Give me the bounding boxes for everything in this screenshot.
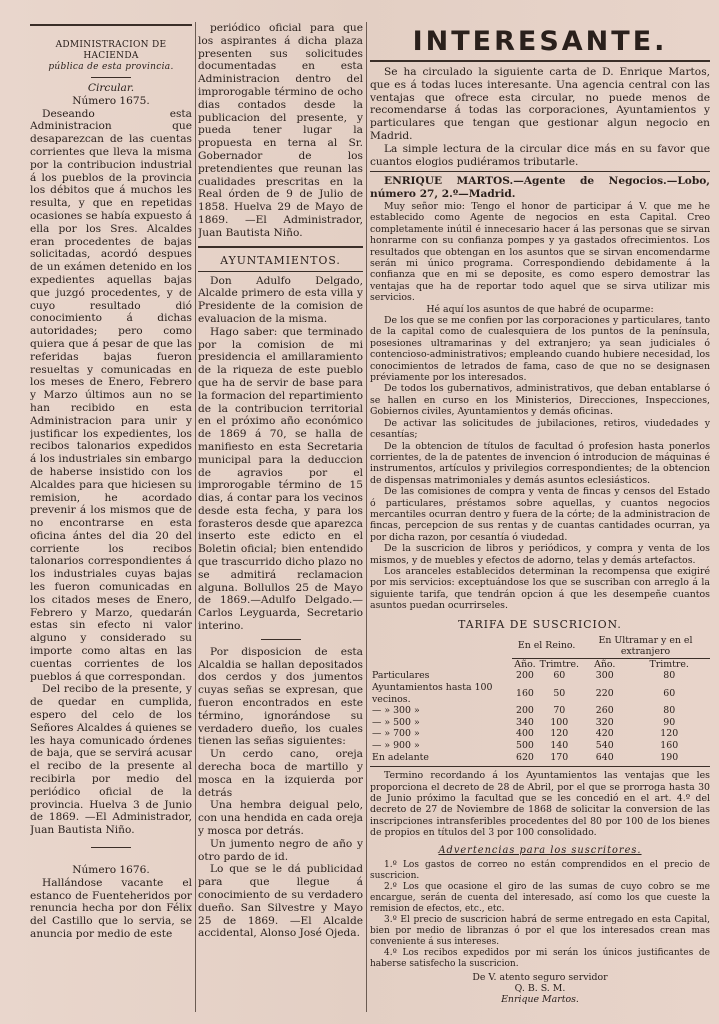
description-item: Un jumento negro de año y otro pardo de id. <box>198 837 363 863</box>
header-trimestre: Trimtre. <box>649 658 689 670</box>
closing-abbr: Q. B. S. M. <box>514 982 566 994</box>
letter-paragraph: Termino recordando á los Ayuntamientos las ventajas que les proporciona el decreto de 28 de Abril, por el que se prorroga hasta 30 de Junio próximo la facultad que se les concedió en el art. 4.º del decreto de 27 de Noviembre de 1868 de solicitar la conversion de las inscripciones intransferibles procedentes del 80 por 100 de los bienes de propios en títulos del 3 por 100 consolidado. <box>370 770 710 839</box>
divider <box>198 246 363 248</box>
cell-value: 70 <box>553 705 566 717</box>
table-row <box>370 705 710 717</box>
tariff-table <box>370 635 710 764</box>
signature: Enrique Martos. <box>501 994 579 1006</box>
cell-value: 50 <box>553 687 566 699</box>
advice-item: 1.º Los gastos de correo no están comprendidos en el precio de suscricion. <box>370 859 710 881</box>
cell-value: 140 <box>550 739 569 751</box>
notice-body: Hago saber: que terminado por la comision de mi presidencia el amillaramiento de la riqueza de este pueblo que ha de servir de base para la formacion del repartimiento de la contribucion territorial en el próximo año económico de 1869 á 70, se halla de manifiesto en esta Secretaria municipal para la deduccion de agravios por el improrogable término de 15 dias, á contar para los vecinos desde esta fecha, y para los forasteros desde que aparezca inserto este edicto en el Boletin oficial; bien entendido que trascurrido dicho plazo no se admitirá reclamacion alguna. Bollullos 25 de Mayo de 1869.—Adulfo Delgado.—Carlos Leyguarda, Secretario interino. <box>198 325 363 633</box>
header-ultramar: En Ultramar y en el extranjero <box>581 635 710 659</box>
cell-value: 220 <box>595 687 614 699</box>
divider <box>198 271 363 272</box>
row-label: — » 900 » <box>372 739 420 751</box>
letter-paragraph: De las comisiones de compra y venta de fincas y censos del Estado ó particulares, préstamos sobre aquellas, y cuantos negocios mercantiles ocurran dentro y fuera de la córte; de la administracion de fincas, percepcion de sus rentas y de cuantas cantidades ocurran, ya por dicha razon, por cesantía ó viudedad. <box>370 486 710 543</box>
table-row <box>370 670 710 682</box>
description-item: Un cerdo cano, oreja derecha boca de martillo y mosca en la izquierda por detrás <box>198 748 363 799</box>
cell-value: 100 <box>550 716 569 728</box>
column-1 <box>30 22 192 941</box>
divider <box>91 847 131 848</box>
notice-body: Lo que se le dá publicidad para que llegue á conocimiento de su verdadero dueño. San Silvestre y Mayo 25 de 1869. —El Alcalde accidental, Alonso José Ojeda. <box>198 863 363 940</box>
header-ano: Año. <box>514 658 536 670</box>
cell-value: 60 <box>663 687 676 699</box>
cell-value: 640 <box>595 751 614 763</box>
cell-value: 80 <box>663 670 676 682</box>
agent-heading: ENRIQUE MARTOS.—Agente de Negocios.—Lobo, número 27, 2.º—Madrid. <box>370 175 710 201</box>
divider <box>261 639 301 640</box>
cell-value: 420 <box>595 728 614 740</box>
cell-value: 400 <box>515 728 534 740</box>
cell-value: 90 <box>663 716 676 728</box>
cell-value: 120 <box>550 728 569 740</box>
letter-paragraph: Hé aquí los asuntos de que habré de ocuparme: <box>426 303 654 315</box>
cell-value: 320 <box>595 716 614 728</box>
cell-value: 620 <box>515 751 534 763</box>
header-reino: En el Reino. <box>512 635 581 659</box>
article-intro: La simple lectura de la circular dice más en su favor que cuantos elogios pudiéramos tributarle. <box>370 142 710 168</box>
header-trimestre: Trimtre. <box>539 658 579 670</box>
section-heading: ADMINISTRACION DE HACIENDA <box>55 40 167 61</box>
header-ano: Año. <box>594 658 616 670</box>
table-row <box>370 740 710 752</box>
tariff-title: TARIFA DE SUSCRICION. <box>458 617 622 631</box>
letter-paragraph: De la obtencion de títulos de facultad ó profesion hasta ponerlos corrientes, de la de patentes de invencion ó introducion de máquinas é instrumentos, artículos y privilegios correspondientes; de la obtencion de dispensas matrimoniales y demás asuntos eclesiásticos. <box>370 440 710 486</box>
row-label: — » 300 » <box>372 705 420 717</box>
advice-item: 2.º Los que ocasione el giro de las sumas de cuyo cobro se me encargue, serán de cuenta del interesado, así como los que cueste la remision de efectos, etc., etc. <box>370 881 710 914</box>
notice-intro: Don Adulfo Delgado, Alcalde primero de esta villa y Presidente de la comision de evaluacion de la misma. <box>198 274 363 325</box>
letter-paragraph: De activar las solicitudes de jubilaciones, retiros, viudedades y cesantías; <box>370 417 710 441</box>
cell-value: 540 <box>595 739 614 751</box>
cell-value: 200 <box>515 670 534 682</box>
notice-number: Número 1676. <box>72 864 150 877</box>
cell-value: 340 <box>515 716 534 728</box>
notice-body: Deseando esta Administracion que desaparezcan de las cuentas corrientes que lleva la misma por la contribucion industrial á los pueblos de la provincia los débitos que á muchos les resulta, y que en repetidas ocasiones se había expuesto á ella por los Sres. Alcaldes eran procedentes de bajas solicitadas, acordó despues de un exámen detenido en los expedientes aquellas bajas que juzgó procedentes, y de cuyo resultado dió conocimiento á dichas autoridades; pero como quiera que á pesar de que las referidas bajas fueron resueltas y comunicadas en los meses de Enero, Febrero y Marzo últimos aun no se han recibido en esta Administracion para unir y justificar los expedientes, los recibos talonarios expedidos á los industriales sin embargo de haberse insistido con los Alcaldes para que hiciesen su remision, he acordado prevenir á los mismos que de no encontrarse en esta oficina ántes del dia 20 del corriente los recibos talonarios correspondientes á los industriales cuyas bajas les fueron comunicadas en los citados meses de Enero, Febrero y Marzo, quedarán estas sin efecto ni valor alguno y considerado su importe como altas en las cuentas corrientes de los pueblos á que correspondan. <box>30 107 192 683</box>
notice-body: periódico oficial para que los aspirantes á dicha plaza presenten sus solicitudes documentadas en esta Administracion dentro del improrogable término de ocho dias contados desde la publicacion del presente, y pueda tener lugar la propuesta en terna al Sr. Gobernador de los pretendientes que reunan las cualidades prescritas en la Real órden de 9 de Julio de 1858. Huelva 29 de Mayo de 1869. —El Administrador, Juan Bautista Niño. <box>198 22 363 239</box>
notice-body: Por disposicion de esta Alcaldia se hallan depositados dos cerdos y dos jumentos cuyas señas se expresan, que fueron encontrados en este término, ignorándose su verdadero dueño, los cuales tienen las señas siguientes: <box>198 645 363 748</box>
table-row <box>370 682 710 705</box>
row-label: Ayuntamientos hasta 100 vecinos. <box>372 681 493 705</box>
table-row <box>370 728 710 740</box>
row-label: — » 500 » <box>372 716 420 728</box>
closing-text: De V. atento seguro servidor <box>472 971 608 983</box>
letter-paragraph: De todos los gubernativos, administrativos, que deban entablarse ó se hallen en curso en los Ministerios, Direcciones, Inspecciones, Gobiernos civiles, Ayuntamientos y demás oficinas. <box>370 383 710 418</box>
row-label: En adelante <box>372 751 429 763</box>
page-title: INTERESANTE. <box>412 26 668 57</box>
divider <box>370 766 710 767</box>
cell-value: 80 <box>663 705 676 717</box>
row-label: — » 700 » <box>372 728 420 740</box>
column-2 <box>198 22 363 940</box>
notice-number: Número 1675. <box>72 94 150 107</box>
letter-paragraph: De los que se me confien por las corporaciones y particulares, tanto de la capital como de cualesquiera de los puntos de la península, posesiones ultramarinas y del extranjero; ya sean judiciales ó contencioso-administrativos; empleando cuando hubiere necesidad, los conocimientos de letrados de fama, caso de que no se designasen préviamente por los interesados. <box>370 315 710 384</box>
advice-list <box>370 860 710 970</box>
cell-value: 60 <box>553 670 566 682</box>
letter-paragraph: Muy señor mio: Tengo el honor de participar á V. que me he establecido como Agente de negocios en esta Capital. Creo completamente inútil é innecesario hacer á las personas que se sirvan honrarme con su confianza pompes y ya gastados ofrecimientos. Los resultados que obtengan en los asuntos que se sirvan encomendarme serán mi único programa. Correspondiendo debidamente á la confianza que en mi se deposite, es como espero demostrar las ventajas que ha de reportar todo aquel que se sirva utilizar mis servicios. <box>370 200 710 304</box>
column-3 <box>370 22 710 1006</box>
notice-body: Del recibo de la presente, y de quedar en cumplida, espero del celo de los Señores Alcaldes á quienes se les haya comunicado órdenes de baja, que se servirá acusar el recibo de la presente al recibirla por medio del periódico oficial de la provincia. Huelva 3 de Junio de 1869. —El Administrador, Juan Bautista Niño. <box>30 683 192 837</box>
section-heading: AYUNTAMIENTOS. <box>220 253 341 267</box>
advice-item: 4.º Los recibos expedidos por mi serán los únicos justificantes de haberse satisfecho la suscricion. <box>370 947 710 969</box>
table-row <box>370 717 710 729</box>
cell-value: 200 <box>515 705 534 717</box>
row-label: Particulares <box>372 670 430 682</box>
section-subheading: pública de esta provincia. <box>48 62 174 72</box>
article-intro: Se ha circulado la siguiente carta de D. Enrique Martos, que es á todas luces interesante. Una agencia central con las ventajas que ofrece esta circular, no puede menos de recomendarse á todas las corporaciones, Ayuntamientos y particulares que tengan que gestionar algun negocio en Madrid. <box>370 66 710 142</box>
cell-value: 190 <box>660 751 679 763</box>
column-divider <box>195 22 196 1012</box>
circular-label: Circular. <box>87 82 135 94</box>
cell-value: 500 <box>515 739 534 751</box>
advice-title: Advertencias para los suscritores. <box>438 844 642 856</box>
title-rule <box>370 60 710 62</box>
divider <box>370 171 710 172</box>
notice-body: Hallándose vacante el estanco de Fuenteheridos por renuncia hecha por don Félix del Castillo que lo servia, se anuncia por medio de este <box>30 876 192 940</box>
top-rule <box>30 24 192 26</box>
cell-value: 170 <box>550 751 569 763</box>
cell-value: 260 <box>595 705 614 717</box>
column-divider <box>366 22 367 1012</box>
cell-value: 160 <box>515 687 534 699</box>
letter-paragraph: Los aranceles establecidos determinan la recompensa que exigiré por mis servicios: exceptuándose los que se suscriban con arreglo á la siguiente tarifa, que tendrán opcion á que les desempeñe cuantos asuntos puedan ocurrirseles. <box>370 565 710 612</box>
cell-value: 120 <box>660 728 679 740</box>
advice-item: 3.º El precio de suscricion habrá de serme entregado en esta Capital, bien por medio de libranzas ó por el que los interesados crean mas conveniente á sus intereses. <box>370 914 710 947</box>
description-item: Una hembra deigual pelo, con una hendida en cada oreja y mosca por detrás. <box>198 799 363 838</box>
divider <box>91 77 131 78</box>
table-row <box>370 752 710 764</box>
cell-value: 160 <box>660 739 679 751</box>
letter-paragraph: De la suscricion de libros y periódicos, y compra y venta de los mismos, y de muebles y efectos de adorno, telas y demás artefactos. <box>370 543 710 566</box>
cell-value: 300 <box>595 670 614 682</box>
